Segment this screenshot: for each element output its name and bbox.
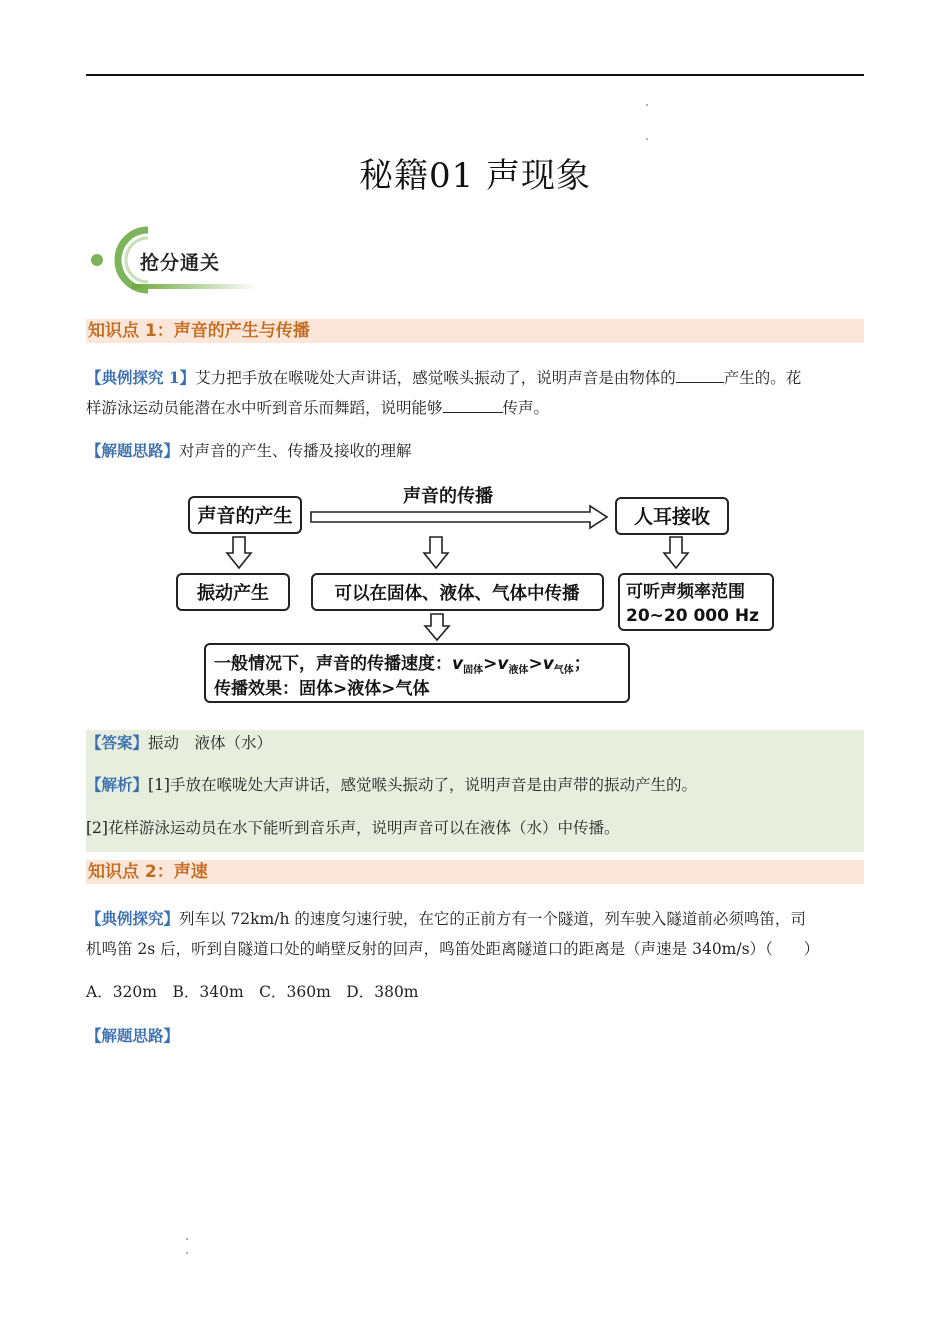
- analysis-tag: 【解析】: [86, 775, 149, 794]
- page-mark: [186, 1238, 188, 1240]
- diagram-label-range-value: 20~20 000 Hz: [626, 606, 760, 626]
- diagram-label-media: 可以在固体、液体、气体中传播: [334, 584, 580, 604]
- speed-gt: >: [483, 654, 498, 674]
- speed-gas: 气体: [553, 665, 574, 676]
- answer-options: A．320m B．340m C．360m D．380m: [86, 983, 419, 1001]
- example-tag: 【典例探究 1】: [86, 368, 196, 387]
- speed-gt: >: [528, 654, 543, 674]
- question-text: 艾力把手放在喉咙处大声讲话，感觉喉头振动了，说明声音是由物体的: [195, 369, 676, 387]
- down-arrow-icon: [664, 537, 688, 568]
- page-mark: [646, 138, 648, 140]
- page-mark: [186, 1252, 188, 1254]
- thinking-line: [86, 436, 864, 466]
- thinking-tag: 【解题思路】: [86, 1026, 180, 1045]
- example-question: [86, 363, 864, 423]
- speed-liquid: 液体: [508, 665, 529, 676]
- header-rule: [86, 74, 864, 76]
- speed-v: v: [542, 654, 554, 674]
- speed-v: v: [497, 654, 509, 674]
- sound-concept-diagram: [170, 478, 782, 710]
- speed-line: [214, 653, 591, 676]
- diagram-label-production: 声音的产生: [197, 505, 293, 527]
- analysis-line: [86, 770, 864, 800]
- badge-dot-icon: [91, 254, 103, 266]
- question-text: 样游泳运动员能潜在水中听到音乐而舞蹈，说明能够: [86, 399, 443, 417]
- example-tag: 【典例探究】: [86, 909, 180, 928]
- analysis-text: [2]花样游泳运动员在水下能听到音乐声，说明声音可以在液体（水）中传播。: [86, 819, 620, 837]
- analysis-line: [86, 813, 864, 843]
- speed-semicolon: ；: [573, 654, 591, 674]
- speed-v: v: [452, 654, 464, 674]
- question-text: 列车以 72km/h 的速度匀速行驶，在它的正前方有一个隧道，列车驶入隧道前必须鸣笛，司: [179, 910, 806, 928]
- page-mark: [646, 104, 648, 106]
- page-title: 秘籍01 声现象: [358, 156, 592, 196]
- question-text: 传声。: [502, 399, 550, 417]
- right-arrow-icon: [311, 506, 607, 528]
- diagram-label-propagation: 声音的传播: [403, 486, 493, 507]
- example-question: [86, 904, 864, 964]
- answer-line: [86, 728, 864, 758]
- analysis-text: [1]手放在喉咙处大声讲话，感觉喉头振动了，说明声音是由声带的振动产生的。: [148, 776, 697, 794]
- answer-tag: 【答案】: [86, 733, 149, 752]
- down-arrow-icon: [424, 537, 448, 568]
- answer-blank: [443, 394, 503, 413]
- answer-text: 振动 液体（水）: [148, 734, 273, 752]
- speed-prefix: 一般情况下，声音的传播速度：: [214, 654, 452, 674]
- diagram-label-effect: 传播效果：固体>液体>气体: [214, 679, 430, 699]
- section-title: 知识点 2：声速: [88, 862, 208, 882]
- section-title: 知识点 1：声音的产生与传播: [88, 321, 310, 341]
- speed-solid: 固体: [463, 665, 484, 676]
- question-text: 机鸣笛 2s 后，听到自隧道口处的峭壁反射的回声，鸣笛处距离隧道口的距离是（声速是 340m/s）（ ）: [86, 940, 820, 958]
- diagram-label-reception: 人耳接收: [633, 506, 711, 528]
- thinking-line: [86, 1021, 864, 1051]
- answer-blank: [676, 364, 724, 383]
- diagram-label-vibration: 振动产生: [197, 583, 269, 604]
- question-text: 产生的。花: [723, 369, 802, 387]
- badge-label: 抢分通关: [140, 252, 221, 274]
- down-arrow-icon: [227, 537, 251, 568]
- thinking-text: 对声音的产生、传播及接收的理解: [179, 442, 412, 460]
- down-arrow-icon: [425, 614, 449, 640]
- thinking-tag: 【解题思路】: [86, 441, 180, 460]
- diagram-label-range: 可听声频率范围: [626, 582, 745, 602]
